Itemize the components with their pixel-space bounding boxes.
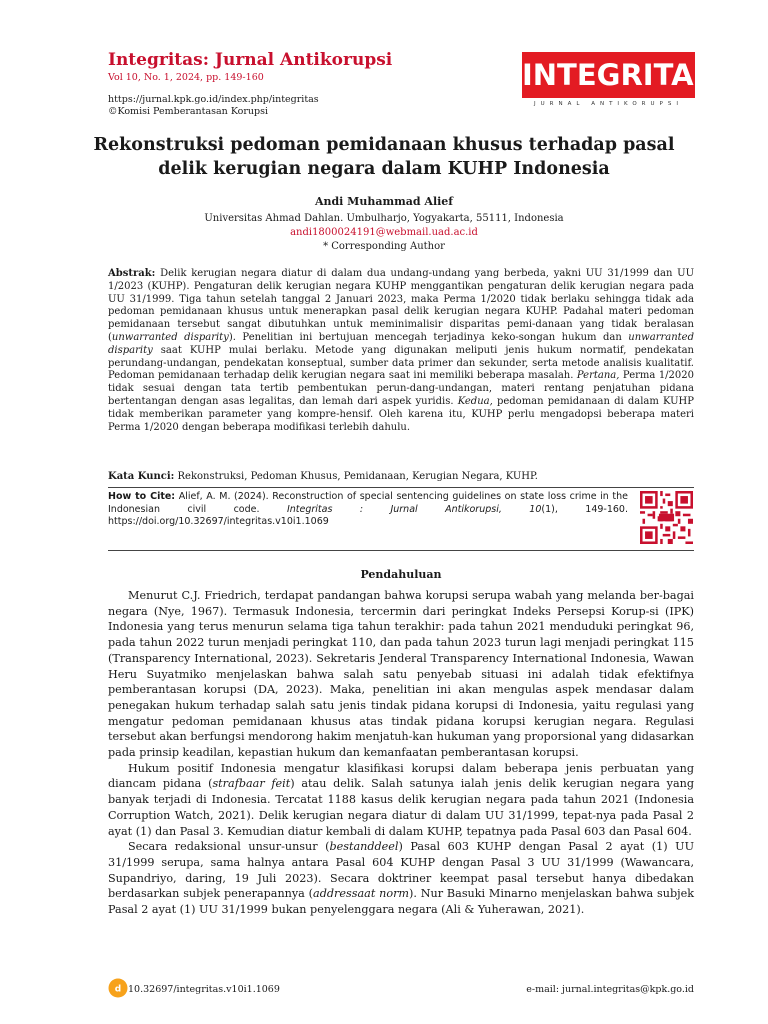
- divider-top: [108, 487, 694, 488]
- journal-title: Integritas: Jurnal Antikorupsi: [108, 50, 393, 70]
- abstract-label: Abstrak:: [108, 268, 156, 279]
- p3-italic-1: bestanddeel: [329, 840, 399, 854]
- journal-volume: Vol 10, No. 1, 2024, pp. 149-160: [108, 72, 264, 83]
- p3-text-c: ). Nur Basuki Minarno menjelaskan bahwa subjek Pasal 2 ayat (1) UU 31/1999 bukan penyelenggara negara (Ali & Yuherawan, 2021).: [108, 887, 695, 917]
- abstract-italic-4: Kedua,: [457, 395, 493, 407]
- author-email[interactable]: andi1800024191@webmail.uad.ac.id: [290, 227, 478, 238]
- journal-copyright: ©Komisi Pemberantasan Korupsi: [108, 106, 269, 117]
- howto-text-2: (1), 149-160. https://doi.org/10.32697/integritas.v10i1.1069: [108, 503, 628, 527]
- howto-label: How to Cite:: [108, 491, 176, 502]
- doi-icon: [108, 978, 128, 998]
- article-title: [80, 133, 688, 181]
- logo-subtitle: JURNAL ANTIKORUPSI: [534, 101, 683, 107]
- corresponding-note: * Corresponding Author: [323, 241, 445, 252]
- abstract-italic-1: unwarranted disparity: [111, 331, 229, 343]
- qr-code-icon[interactable]: [640, 491, 693, 544]
- footer-doi[interactable]: 10.32697/integritas.v10i1.1069: [128, 984, 280, 995]
- author-name: Andi Muhammad Alief: [314, 195, 454, 208]
- title-line-1: Rekonstruksi pedoman pemidanaan khusus terhadap pasal: [93, 135, 675, 155]
- logo-text: INTEGRITAS: [522, 52, 695, 98]
- abstract: [108, 268, 694, 434]
- abstract-text-1: Delik kerugian negara diatur di dalam dua undang-undang yang berbeda, yakni UU 31/1999 dan UU 1/2023 (KUHP). Pengaturan delik kerugian negara KUHP menggantikan pengaturan delik kerugian negara pada UU 31/1999. Tiga tahun setelah tanggal 2 Januari 2023, maka Perma 1/2020 tidak berlaku sehingga tidak ada pedoman pemidanaan khusus untuk menerapkan pasal delik kerugian negara KUHP. Padahal materi pedoman pemidanaan tersebut sangat dibutuhkan untuk meminimalisir disparitas pemi-danaan yang tidak beralasan (: [108, 268, 694, 343]
- title-line-2: delik kerugian negara dalam KUHP Indonesia: [158, 159, 610, 179]
- paragraph-2: [108, 761, 694, 840]
- divider-bottom: [108, 550, 694, 551]
- p3-italic-2: addressaat norm: [313, 887, 410, 901]
- keywords-label: Kata Kunci:: [108, 471, 175, 482]
- integritas-logo: [522, 52, 715, 110]
- howto-text-1: Alief, A. M. (2024). Reconstruction of special sentencing guidelines on state loss crime in the Indonesian civil code.: [108, 491, 628, 515]
- p3-text-a: Secara redaksional unsur-unsur (: [128, 840, 330, 854]
- keywords: [108, 471, 694, 484]
- body-text: [108, 588, 694, 918]
- abstract-italic-3: Pertana,: [576, 370, 620, 382]
- journal-url[interactable]: https://jurnal.kpk.go.id/index.php/integritas: [108, 94, 319, 105]
- abstract-text-4: Perma 1/2020 tidak sesuai dengan tata tertib pembentukan perun-dang-undangan, materi rentang penjatuhan pidana bertentangan dengan asas legalitas, dan lemah dari aspek yuridis.: [108, 370, 694, 407]
- abstract-text-5: pedoman pemidanaan di dalam KUHP tidak memberikan parameter yang kompre-hensif. Oleh karena itu, KUHP perlu mengadopsi beberapa materi Perma 1/2020 dengan beberapa modifikasi terlebih dahulu.: [108, 395, 694, 433]
- how-to-cite: [108, 491, 628, 529]
- howto-journal: Integritas : Jurnal Antikorupsi, 10: [286, 503, 542, 515]
- footer-email[interactable]: e-mail: jurnal.integritas@kpk.go.id: [526, 984, 694, 995]
- keywords-text: Rekonstruksi, Pedoman Khusus, Pemidanaan, Kerugian Negara, KUHP.: [174, 471, 538, 482]
- abstract-italic-2: unwarranted disparity: [108, 331, 694, 356]
- paragraph-3: [108, 839, 694, 918]
- p3-text-b: ) Pasal 603 KUHP dengan Pasal 2 ayat (1) UU 31/1999 serupa, sama halnya antara Pasal 604 KUHP dengan Pasal 3 UU 31/1999 (Wawancara, Supandriyo, daring, 19 Juli 2023). Secara doktriner keempat pasal tersebut hanya dibedakan berdasarkan subjek penerapannya (: [108, 840, 694, 901]
- svg-text:d: d: [114, 984, 122, 995]
- p2-text-b: ) atau delik. Salah satunya ialah jenis delik kerugian negara yang banyak terjadi di Indonesia. Tercatat 1188 kasus delik kerugian negara pada tahun 2021 (Indonesia Corruption Watch, 2021). Delik kerugian negara diatur di dalam UU 31/1999, tepat-nya pada Pasal 2 ayat (1) dan Pasal 3. Kemudian diatur kembali di dalam KUHP, tepatnya pada Pasal 603 dan Pasal 604.: [108, 777, 695, 838]
- p2-text-a: Hukum positif Indonesia mengatur klasifikasi korupsi dalam beberapa jenis perbuatan yang diancam pidana (: [108, 761, 694, 791]
- p2-italic: strafbaar feit: [212, 777, 291, 791]
- abstract-text-2: ). Penelitian ini bertujuan mencegah terjadinya keko-songan hukum dan: [228, 331, 629, 343]
- section-heading: Pendahuluan: [360, 568, 442, 581]
- abstract-text-3: saat KUHP mulai berlaku. Metode yang digunakan meliputi jenis hukum normatif, pendekatan perundang-undangan, pendekatan konseptual, sumber data primer dan sekunder, serta metode analisis kualitatif. Pedoman pemidanaan terhadap delik kerugian negara saat ini memiliki beberapa masalah.: [108, 344, 694, 382]
- paragraph-1: Menurut C.J. Friedrich, terdapat pandangan bahwa korupsi serupa wabah yang melanda ber-bagai negara (Nye, 1967). Termasuk Indonesia, tercermin dari peringkat Indeks Persepsi Korup-si (IPK) Indonesia yang terus menurun selama tiga tahun terakhir: pada tahun 2021 menduduki peringkat 96, pada tahun 2022 turun menjadi peringkat 110, dan pada tahun 2023 turun lagi menjadi peringkat 115 (Transparency International, 2023). Sekretaris Jenderal Transparency International Indonesia, Wawan Heru Suyatmiko menjelaskan bahwa salah satu penyebab situasi ini adalah tidak efektifnya pemberantasan korupsi (DA, 2023). Maka, penelitian ini akan mengulas aspek mendasar dalam penegakan hukum terhadap salah satu jenis tindak pidana korupsi di Indonesia, yaitu regulasi yang mengatur pedoman pemidanaan khusus atas tindak pidana korupsi kerugian negara. Regulasi tersebut akan berfungsi mendorong hakim menjatuh-kan hukuman yang proporsional yang didasarkan pada prinsip keadilan, kepastian hukum dan kemanfaatan pemberantasan korupsi.: [108, 589, 694, 760]
- author-affiliation: Universitas Ahmad Dahlan. Umbulharjo, Yogyakarta, 55111, Indonesia: [204, 213, 564, 224]
